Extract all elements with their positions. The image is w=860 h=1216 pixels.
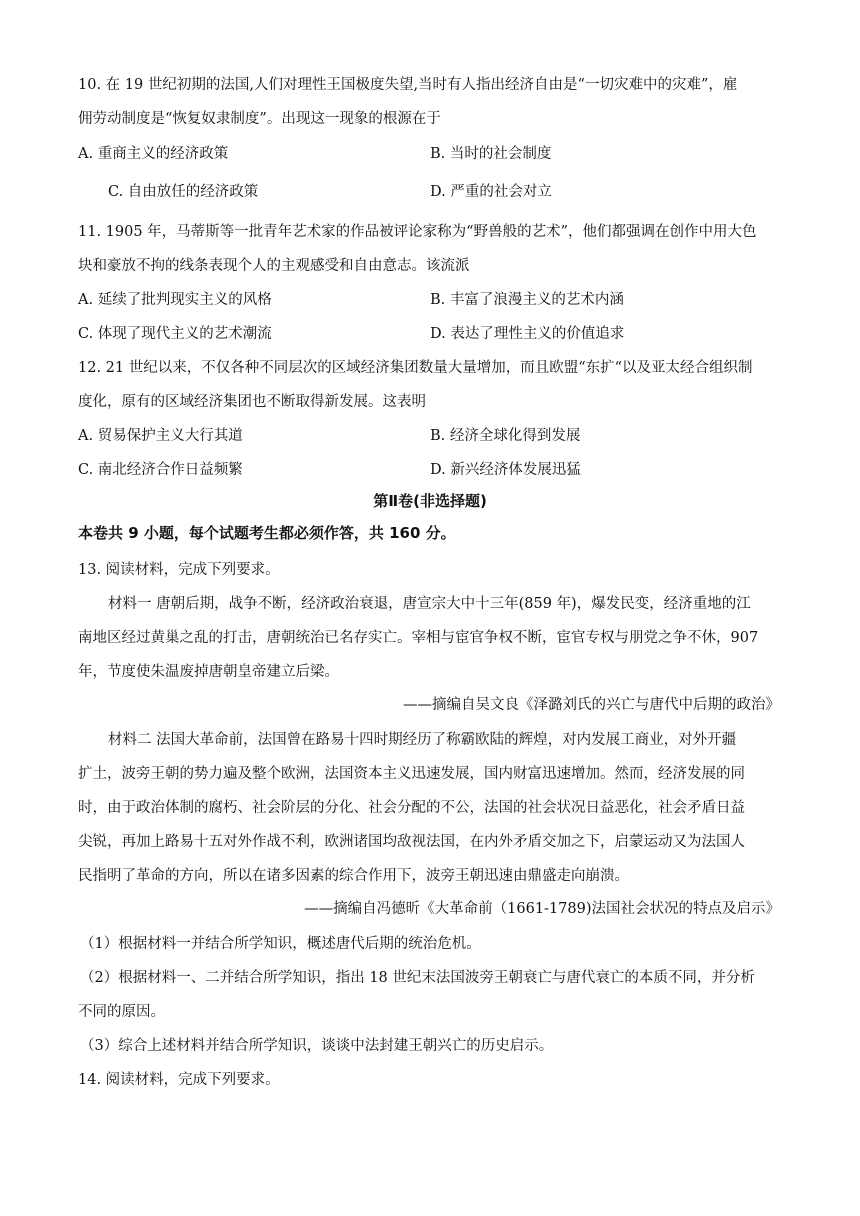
- q11-stem-line2: 块和豪放不拘的线条表现个人的主观感受和自由意志。该流派: [78, 258, 470, 274]
- q13-material2-source: ——摘编自冯德昕《大革命前（1661-1789)法国社会状况的特点及启示》: [304, 901, 780, 917]
- q11-option-d: D. 表达了理性主义的价值追求: [430, 326, 625, 342]
- q10-option-b: B. 当时的社会制度: [430, 146, 552, 162]
- q13-subquestion-3: （3）综合上述材料并结合所学知识，谈谈中法封建王朝兴亡的历史启示。: [80, 1038, 554, 1054]
- q13-material2-line1: 材料二 法国大革命前，法国曾在路易十四时期经历了称霸欧陆的辉煌，对内发展工商业，对外开疆: [108, 732, 737, 748]
- q12-stem-line2: 度化，原有的区域经济集团也不断取得新发展。这表明: [78, 394, 426, 410]
- q11-option-a: A. 延续了批判现实主义的风格: [78, 292, 272, 308]
- q13-subquestion-2-line1: （2）根据材料一、二并结合所学知识，指出 18 世纪末法国波旁王朝衰亡与唐代衰亡的本质不同，并分析: [80, 970, 755, 986]
- q12-option-c: C. 南北经济合作日益频繁: [78, 462, 243, 478]
- q12-option-a: A. 贸易保护主义大行其道: [78, 428, 243, 444]
- part2-instruction: 本卷共 9 小题，每个试题考生都必须作答，共 160 分。: [78, 524, 456, 542]
- q13-stem: 13. 阅读材料，完成下列要求。: [78, 562, 280, 578]
- q10-option-a: A. 重商主义的经济政策: [78, 146, 229, 162]
- q13-material2-line3: 时，由于政治体制的腐朽、社会阶层的分化、社会分配的不公，法国的社会状况日益恶化，社会矛盾日益: [78, 800, 745, 816]
- q13-material2-line5: 民指明了革命的方向，所以在诸多因素的综合作用下，波旁王朝迅速由鼎盛走向崩溃。: [78, 868, 629, 884]
- q13-material1-line2: 南地区经过黄巢之乱的打击，唐朝统治已名存实亡。宰相与宦官争权不断，宦官专权与朋党之争不休，907: [78, 630, 759, 646]
- q12-option-b: B. 经济全球化得到发展: [430, 428, 581, 444]
- q10-stem-line1: 10. 在 19 世纪初期的法国,人们对理性王国极度失望,当时有人指出经济自由是“一切灾难中的灾难”，雇: [78, 77, 738, 93]
- q13-material2-line4: 尖锐，再加上路易十五对外作战不利，欧洲诸国均敌视法国，在内外矛盾交加之下，启蒙运动又为法国人: [78, 834, 745, 850]
- q13-material1-source: ——摘编自吴文良《泽潞刘氏的兴亡与唐代中后期的政治》: [403, 697, 780, 713]
- q13-material1-line1: 材料一 唐朝后期，战争不断，经济政治衰退，唐宣宗大中十三年(859 年)，爆发民变，经济重地的江: [108, 596, 751, 612]
- q13-subquestion-1: （1）根据材料一并结合所学知识，概述唐代后期的统治危机。: [80, 936, 481, 952]
- q11-option-c: C. 体现了现代主义的艺术潮流: [78, 326, 272, 342]
- q12-stem-line1: 12. 21 世纪以来，不仅各种不同层次的区域经济集团数量大量增加，而且欧盟“东扩“以及亚太经合组织制: [78, 360, 753, 376]
- q13-subquestion-2-line2: 不同的原因。: [78, 1004, 165, 1020]
- part2-title: 第Ⅱ卷(非选择题): [373, 492, 487, 510]
- q13-material1-line3: 年，节度使朱温废掉唐朝皇帝建立后梁。: [78, 664, 339, 680]
- q10-option-c: C. 自由放任的经济政策: [108, 184, 259, 200]
- q11-option-b: B. 丰富了浪漫主义的艺术内涵: [430, 292, 624, 308]
- q14-stem: 14. 阅读材料，完成下列要求。: [78, 1072, 280, 1088]
- q12-option-d: D. 新兴经济体发展迅猛: [430, 462, 581, 478]
- q13-material2-line2: 扩土，波旁王朝的势力遍及整个欧洲，法国资本主义迅速发展，国内财富迅速增加。然而，经济发展的同: [78, 766, 745, 782]
- q10-stem-line2: 佣劳动制度是“恢复奴隶制度”。出现这一现象的根源在于: [78, 111, 441, 127]
- q11-stem-line1: 11. 1905 年，马蒂斯等一批青年艺术家的作品被评论家称为“野兽般的艺术”，他们都强调在创作中用大色: [78, 224, 757, 240]
- q10-option-d: D. 严重的社会对立: [430, 184, 552, 200]
